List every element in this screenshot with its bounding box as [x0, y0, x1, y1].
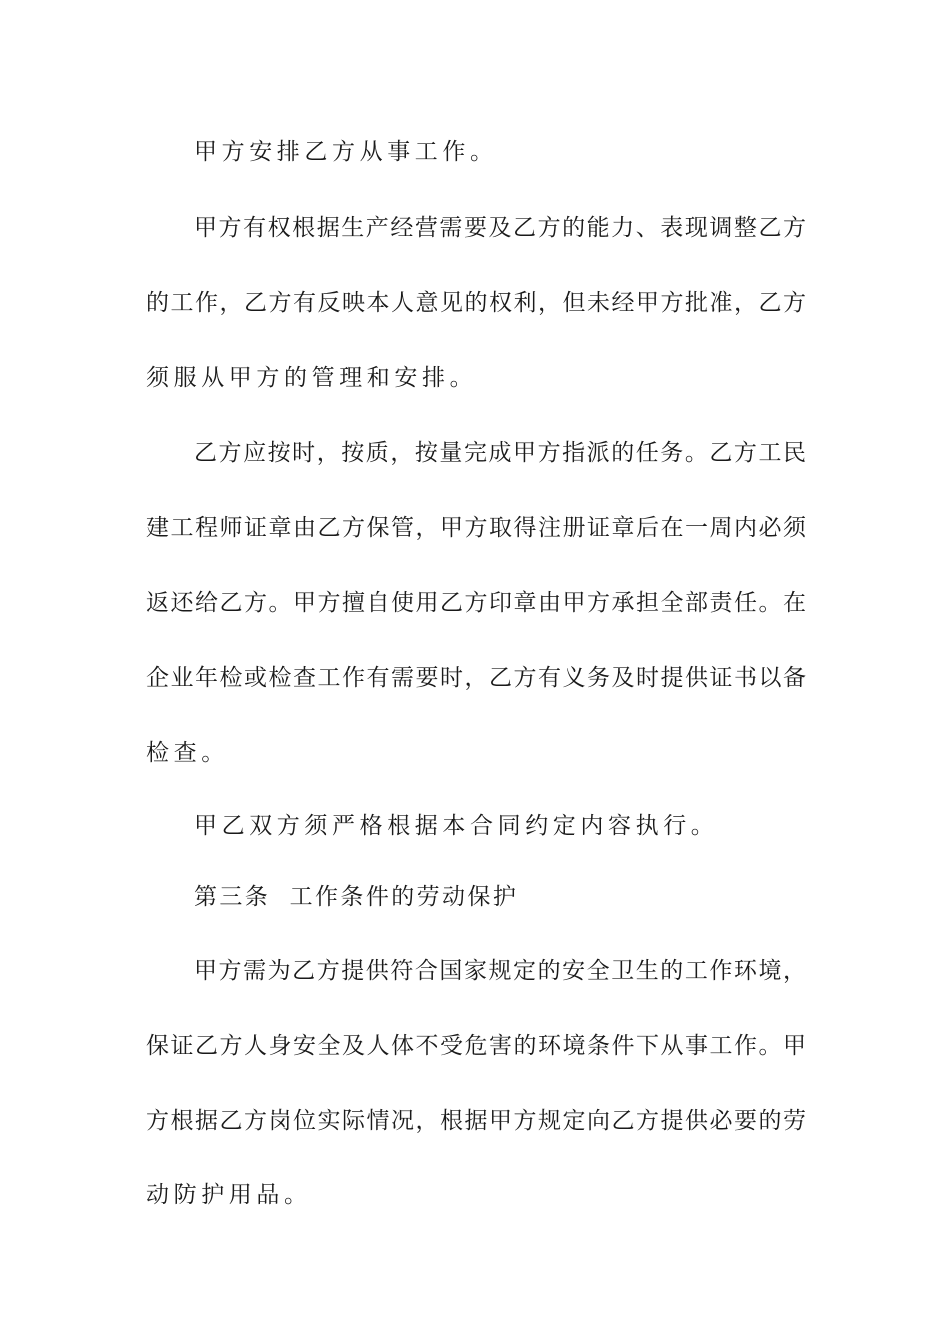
paragraph-line: 企业年检或检查工作有需要时，乙方有义务及时提供证书以备 [146, 665, 806, 691]
section-heading: 第三条 工作条件的劳动保护 [194, 884, 519, 910]
paragraph-line: 的工作，乙方有反映本人意见的权利，但未经甲方批准，乙方 [146, 290, 806, 316]
paragraph-line: 甲方安排乙方从事工作。 [194, 139, 498, 165]
paragraph-line: 检查。 [146, 740, 229, 766]
paragraph-line: 甲方有权根据生产经营需要及乙方的能力、表现调整乙方 [194, 215, 806, 241]
paragraph-line: 方根据乙方岗位实际情况，根据甲方规定向乙方提供必要的劳 [146, 1108, 806, 1134]
paragraph-line: 保证乙方人身安全及人体不受危害的环境条件下从事工作。甲 [146, 1033, 806, 1059]
paragraph-line: 动防护用品。 [146, 1182, 312, 1208]
paragraph-line: 建工程师证章由乙方保管，甲方取得注册证章后在一周内必须 [146, 515, 806, 541]
paragraph-line: 乙方应按时，按质，按量完成甲方指派的任务。乙方工民 [194, 440, 806, 466]
paragraph-line: 甲方需为乙方提供符合国家规定的安全卫生的工作环境， [194, 958, 806, 984]
paragraph-line: 甲乙双方须严格根据本合同约定内容执行。 [194, 813, 719, 839]
paragraph-line: 返还给乙方。甲方擅自使用乙方印章由甲方承担全部责任。在 [146, 590, 806, 616]
paragraph-line: 须服从甲方的管理和安排。 [146, 365, 478, 391]
